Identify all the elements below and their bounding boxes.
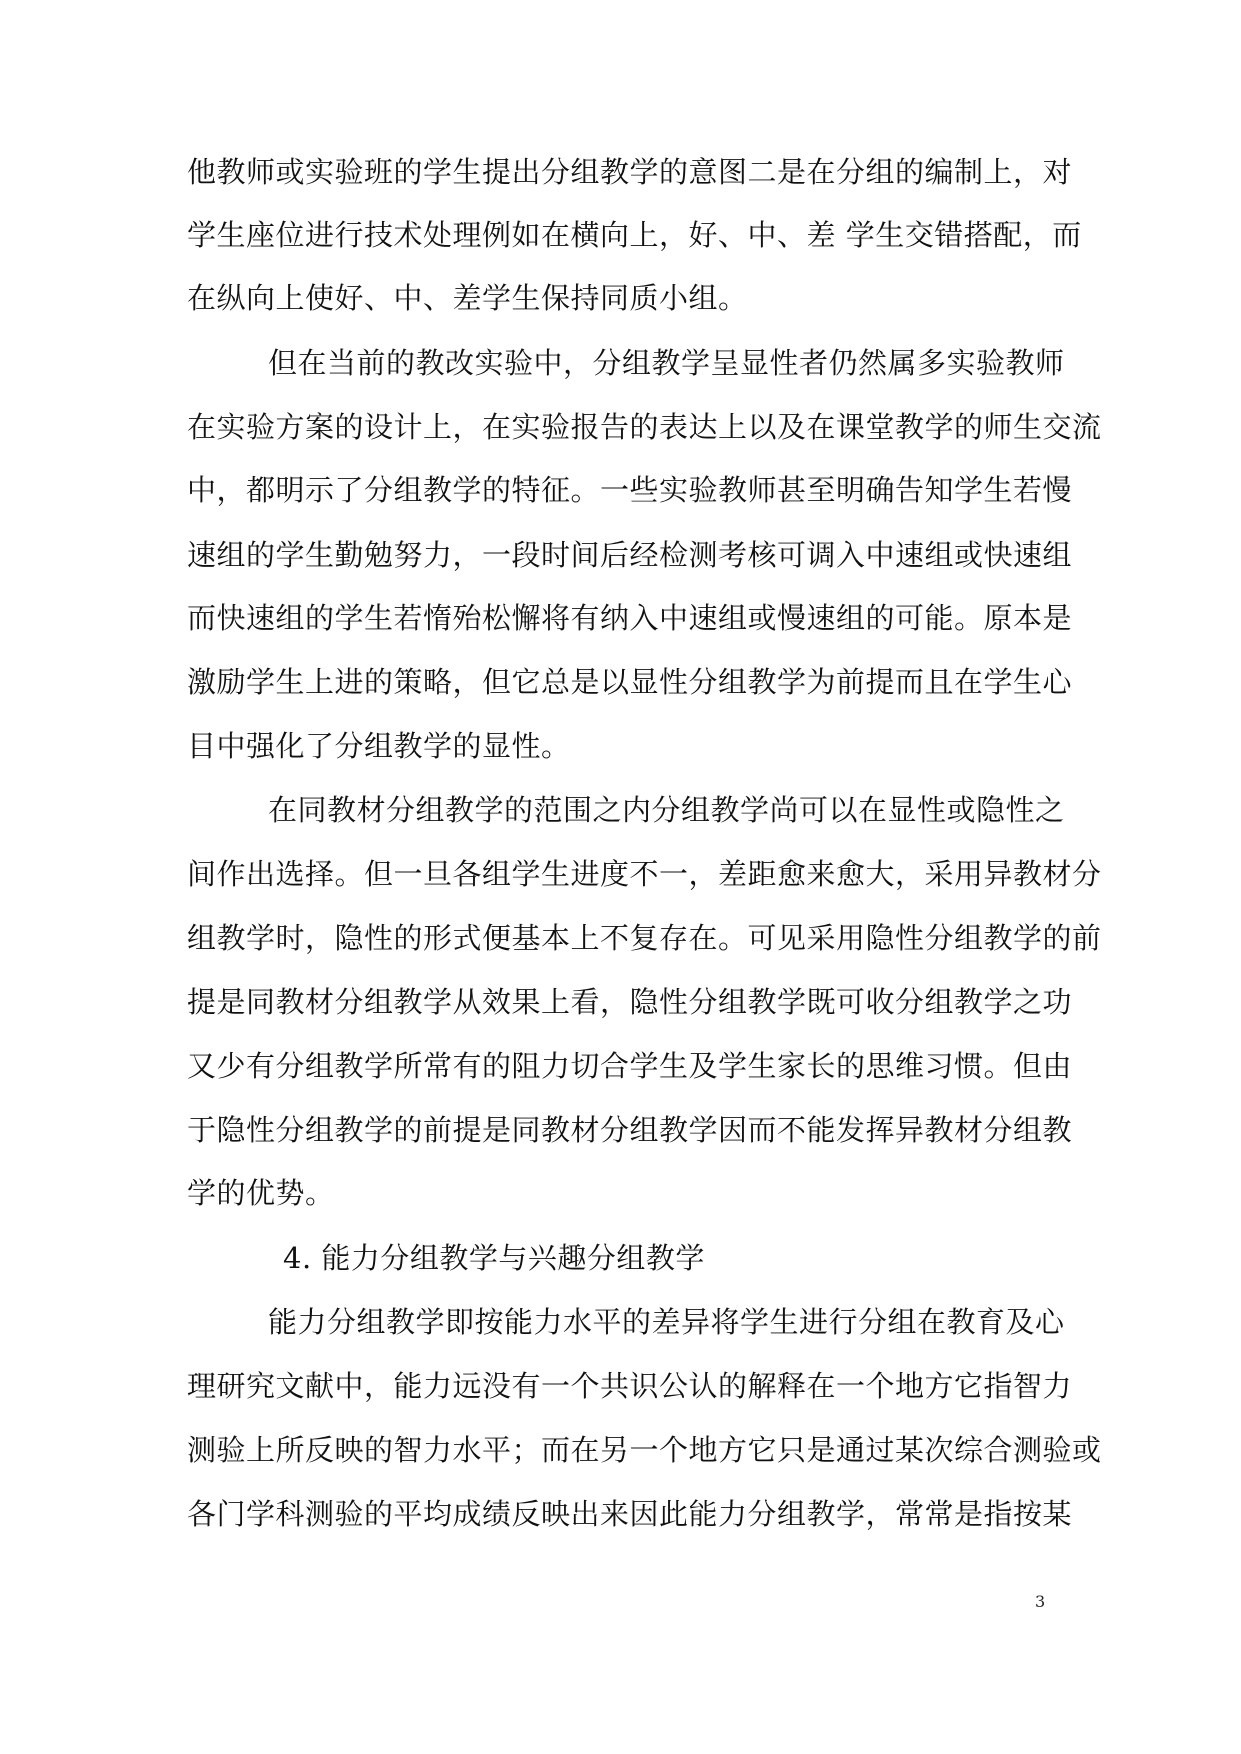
text-line-16: 于隐性分组教学的前提是同教材分组教学因而不能发挥异教材分组教 (187, 1113, 1073, 1147)
text-line-5: 在实验方案的设计上，在实验报告的表达上以及在课堂教学的师生交流 (187, 410, 1102, 444)
section-heading: 4. 能力分组教学与兴趣分组教学 (283, 1241, 705, 1275)
text-line-20: 理研究文献中，能力远没有一个共识公认的解释在一个地方它指智力 (187, 1369, 1073, 1403)
text-line-22: 各门学科测验的平均成绩反映出来因此能力分组教学，常常是指按某 (187, 1497, 1073, 1531)
text-line-10: 目中强化了分组教学的显性。 (187, 729, 571, 763)
text-line-14: 提是同教材分组教学从效果上看，隐性分组教学既可收分组教学之功 (187, 985, 1073, 1019)
text-line-8: 而快速组的学生若惰殆松懈将有纳入中速组或慢速组的可能。原本是 (187, 601, 1073, 635)
text-line-15: 又少有分组教学所常有的阻力切合学生及学生家长的思维习惯。但由 (187, 1049, 1073, 1083)
text-line-13: 组教学时，隐性的形式便基本上不复存在。可见采用隐性分组教学的前 (187, 921, 1102, 955)
text-line-11: 在同教材分组教学的范围之内分组教学尚可以在显性或隐性之 (268, 793, 1065, 827)
text-line-6: 中，都明示了分组教学的特征。一些实验教师甚至明确告知学生若慢 (187, 473, 1073, 507)
text-line-21: 测验上所反映的智力水平；而在另一个地方它只是通过某次综合测验或 (187, 1433, 1102, 1467)
text-line-3: 在纵向上使好、中、差学生保持同质小组。 (187, 281, 748, 315)
text-line-4: 但在当前的教改实验中，分组教学呈显性者仍然属多实验教师 (268, 346, 1065, 380)
text-line-9: 激励学生上进的策略，但它总是以显性分组教学为前提而且在学生心 (187, 665, 1073, 699)
text-line-1: 他教师或实验班的学生提出分组教学的意图二是在分组的编制上，对 (187, 155, 1073, 189)
text-line-7: 速组的学生勤勉努力，一段时间后经检测考核可调入中速组或快速组 (187, 538, 1073, 572)
text-line-17: 学的优势。 (187, 1176, 335, 1210)
text-line-2: 学生座位进行技术处理例如在横向上，好、中、差 学生交错搭配，而 (187, 218, 1082, 252)
text-line-19: 能力分组教学即按能力水平的差异将学生进行分组在教育及心 (268, 1305, 1065, 1339)
text-line-12: 间作出选择。但一旦各组学生进度不一，差距愈来愈大，采用异教材分 (187, 857, 1102, 891)
page-number: 3 (1035, 1592, 1046, 1611)
